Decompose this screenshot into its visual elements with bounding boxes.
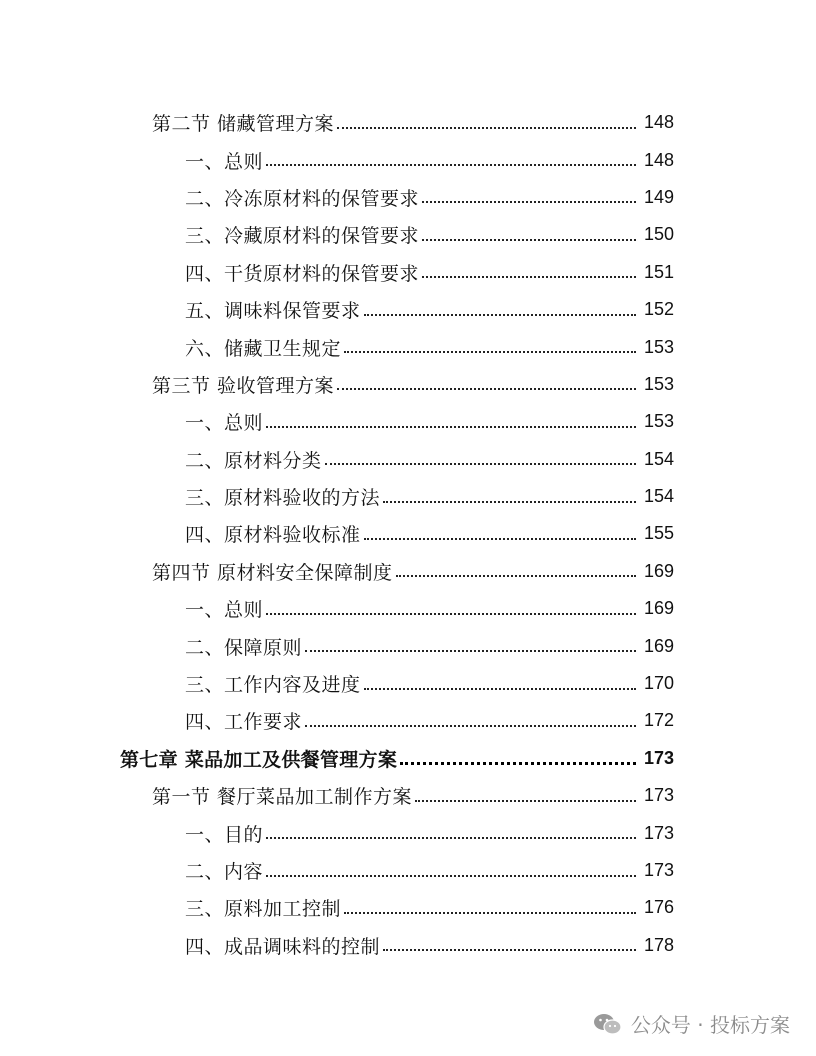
toc-entry-section[interactable]: [0, 777, 816, 814]
toc-page-number: 169: [643, 560, 674, 581]
toc-entry-item[interactable]: [0, 590, 816, 627]
toc-entry-title: 二、原材料分类: [185, 449, 322, 472]
toc-entry-item[interactable]: [0, 889, 816, 926]
dot-leader: [422, 239, 636, 241]
dot-leader: [383, 949, 636, 951]
dot-leader: [305, 725, 636, 727]
dot-leader: [266, 426, 636, 428]
toc-entry-chapter[interactable]: [0, 740, 816, 777]
dot-leader: [364, 538, 636, 540]
toc-entry-item[interactable]: [0, 478, 816, 515]
toc-page-number: 173: [643, 747, 674, 768]
toc-entry-title: 三、工作内容及进度: [185, 674, 361, 697]
toc-page-number: 173: [643, 822, 674, 843]
dot-leader: [266, 875, 636, 877]
toc-entry-item[interactable]: [0, 291, 816, 328]
dot-leader: [415, 800, 636, 802]
dot-leader: [305, 650, 636, 652]
toc-page-number: 155: [643, 523, 674, 544]
dot-leader: [400, 762, 636, 765]
toc-entry-title: 一、总则: [185, 599, 264, 622]
dot-leader: [266, 837, 636, 839]
toc-entry-item[interactable]: [0, 852, 816, 889]
toc-page-number: 176: [643, 897, 674, 918]
toc-page-number: 149: [643, 186, 674, 207]
toc-entry-item[interactable]: [0, 927, 816, 964]
toc-entry-title: 四、工作要求: [185, 711, 303, 734]
toc-entry-item[interactable]: [0, 515, 816, 552]
toc-page-number: 173: [643, 785, 674, 806]
toc-entry-item[interactable]: [0, 141, 816, 178]
toc-page-number: 154: [643, 486, 674, 507]
toc-entry-item[interactable]: [0, 814, 816, 851]
toc-entry-section[interactable]: [0, 366, 816, 403]
toc-entry-title: 第一节 餐厅菜品加工制作方案: [152, 786, 413, 809]
toc-entry-title: 二、内容: [185, 861, 264, 883]
dot-leader: [422, 201, 636, 203]
toc-entry-item[interactable]: [0, 665, 816, 702]
toc-entry-item[interactable]: [0, 403, 816, 440]
toc-page-number: 153: [643, 336, 674, 357]
dot-leader: [422, 276, 636, 278]
toc-entry-section[interactable]: [0, 553, 816, 590]
table-of-contents: [0, 104, 816, 964]
toc-entry-title: 一、总则: [185, 412, 264, 435]
toc-page-number: 169: [643, 635, 674, 656]
dot-leader: [364, 688, 636, 690]
toc-entry-title: 第二节 储藏管理方案: [152, 113, 335, 136]
dot-leader: [337, 388, 636, 390]
toc-entry-title: 第七章 菜品加工及供餐管理方案: [120, 748, 398, 771]
toc-entry-title: 二、保障原则: [185, 636, 303, 659]
toc-page-number: 151: [643, 261, 674, 282]
toc-entry-title: 第四节 原材料安全保障制度: [152, 561, 393, 584]
toc-page-number: 150: [643, 224, 674, 245]
toc-page-number: 178: [643, 934, 674, 955]
toc-page-number: 170: [643, 673, 674, 694]
dot-leader: [325, 463, 636, 465]
toc-entry-title: 三、原料加工控制: [185, 898, 342, 921]
toc-page-number: 173: [643, 860, 674, 880]
dot-leader: [344, 351, 636, 353]
toc-page-number: 154: [643, 448, 674, 469]
toc-entry-item[interactable]: [0, 441, 816, 478]
dot-leader: [364, 314, 636, 316]
toc-entry-title: 第三节 验收管理方案: [152, 374, 335, 397]
toc-entry-title: 三、冷藏原材料的保管要求: [185, 225, 420, 248]
toc-entry-title: 一、总则: [185, 150, 264, 173]
toc-page-number: 152: [643, 299, 674, 320]
watermark-text: 公众号 · 投标方案: [630, 1013, 790, 1037]
toc-entry-item[interactable]: [0, 254, 816, 291]
toc-entry-title: 五、调味料保管要求: [185, 300, 361, 323]
dot-leader: [383, 501, 636, 503]
toc-entry-item[interactable]: [0, 179, 816, 216]
watermark: [593, 1009, 790, 1038]
toc-entry-item[interactable]: [0, 328, 816, 365]
toc-entry-title: 二、冷冻原材料的保管要求: [185, 187, 420, 210]
dot-leader: [266, 164, 636, 166]
toc-entry-item[interactable]: [0, 216, 816, 253]
toc-entry-item[interactable]: [0, 702, 816, 739]
toc-entry-title: 四、原材料验收标准: [185, 524, 361, 547]
toc-entry-title: 一、目的: [185, 823, 264, 846]
toc-page-number: 172: [643, 710, 674, 731]
toc-entry-title: 六、储藏卫生规定: [185, 337, 342, 360]
dot-leader: [344, 912, 636, 914]
dot-leader: [396, 575, 636, 577]
toc-entry-section[interactable]: [0, 104, 816, 141]
toc-page-number: 148: [643, 112, 674, 133]
dot-leader: [337, 127, 636, 129]
wechat-icon: [593, 1012, 623, 1036]
toc-page-number: 153: [643, 373, 674, 394]
toc-entry-title: 四、干货原材料的保管要求: [185, 262, 420, 285]
toc-page-number: 153: [643, 411, 674, 432]
toc-entry-title: 三、原材料验收的方法: [185, 487, 381, 510]
toc-page-number: 169: [643, 598, 674, 619]
toc-page-number: 148: [643, 149, 674, 170]
toc-entry-title: 四、成品调味料的控制: [185, 935, 381, 958]
dot-leader: [266, 613, 636, 615]
toc-entry-item[interactable]: [0, 627, 816, 664]
